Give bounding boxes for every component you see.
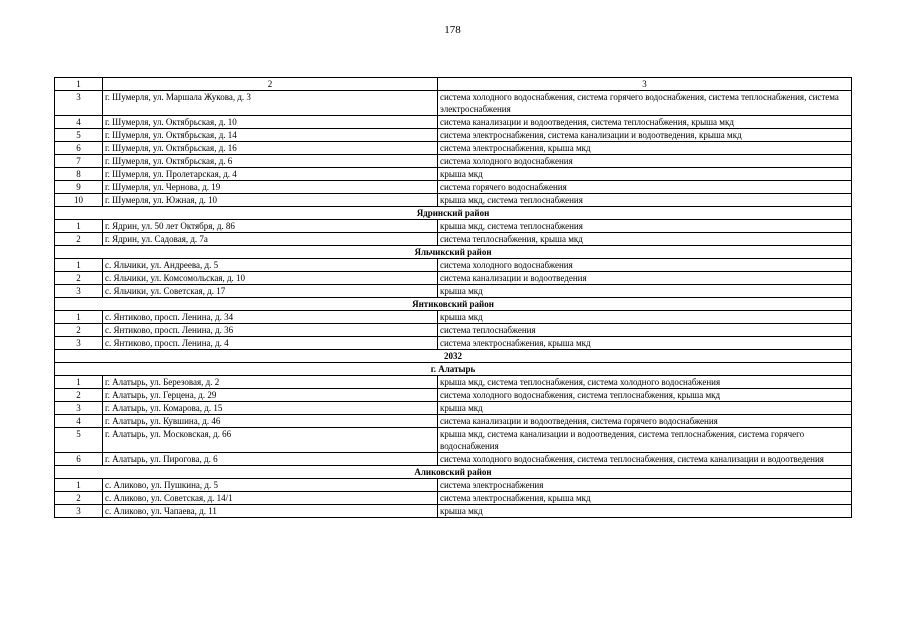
repair-systems: крыша мкд, система теплоснабжения [438, 220, 852, 233]
table-row [55, 233, 852, 246]
repair-systems: система холодного водоснабжения, система теплоснабжения, крыша мкд [438, 389, 852, 402]
section-title: Янтиковский район [55, 298, 852, 311]
row-number: 6 [55, 453, 103, 466]
repair-systems: система холодного водоснабжения, система теплоснабжения, система канализации и водоотведения [438, 453, 852, 466]
section-title: 2032 [55, 350, 852, 363]
building-address: г. Шумерля, ул. Октябрьская, д. 10 [103, 116, 438, 129]
table-row [55, 324, 852, 337]
section-heading-row [55, 466, 852, 479]
building-address: г. Шумерля, ул. Пролетарская, д. 4 [103, 168, 438, 181]
repair-systems: система канализации и водоотведения, система теплоснабжения, крыша мкд [438, 116, 852, 129]
repair-systems: крыша мкд, система теплоснабжения, система холодного водоснабжения [438, 376, 852, 389]
repair-systems: система канализации и водоотведения [438, 272, 852, 285]
table-row [55, 142, 852, 155]
row-number: 1 [55, 376, 103, 389]
repair-systems: система теплоснабжения [438, 324, 852, 337]
building-address: г. Алатырь, ул. Березовая, д. 2 [103, 376, 438, 389]
building-address: с. Янтиково, просп. Ленина, д. 36 [103, 324, 438, 337]
building-address: с. Аликово, ул. Пушкина, д. 5 [103, 479, 438, 492]
table-row [55, 181, 852, 194]
building-address: г. Ядрин, ул. Садовая, д. 7а [103, 233, 438, 246]
row-number: 5 [55, 428, 103, 453]
table-row [55, 116, 852, 129]
building-address: с. Яльчики, ул. Андреева, д. 5 [103, 259, 438, 272]
repair-systems: система электроснабжения, крыша мкд [438, 142, 852, 155]
table-row [55, 220, 852, 233]
building-address: с. Яльчики, ул. Комсомольская, д. 10 [103, 272, 438, 285]
row-number: 2 [55, 272, 103, 285]
header-col-3: 3 [438, 78, 852, 91]
table-row [55, 91, 852, 116]
repair-systems: крыша мкд [438, 285, 852, 298]
table-row [55, 479, 852, 492]
table-row [55, 376, 852, 389]
row-number: 4 [55, 415, 103, 428]
row-number: 3 [55, 505, 103, 518]
building-address: г. Алатырь, ул. Московская, д. 66 [103, 428, 438, 453]
section-heading-row [55, 207, 852, 220]
row-number: 1 [55, 220, 103, 233]
building-address: с. Яльчики, ул. Советская, д. 17 [103, 285, 438, 298]
building-address: г. Шумерля, ул. Октябрьская, д. 14 [103, 129, 438, 142]
section-title: Ядринский район [55, 207, 852, 220]
section-title: г. Алатырь [55, 363, 852, 376]
table-row [55, 453, 852, 466]
row-number: 2 [55, 389, 103, 402]
building-address: г. Шумерля, ул. Маршала Жукова, д. 3 [103, 91, 438, 116]
repair-systems: система электроснабжения [438, 479, 852, 492]
table-header-row [55, 78, 852, 91]
section-heading-row [55, 298, 852, 311]
row-number: 1 [55, 259, 103, 272]
row-number: 2 [55, 324, 103, 337]
section-heading-row [55, 350, 852, 363]
repair-systems: крыша мкд [438, 505, 852, 518]
table-row [55, 505, 852, 518]
table-row [55, 194, 852, 207]
header-col-1: 1 [55, 78, 103, 91]
row-number: 5 [55, 129, 103, 142]
repair-systems: система электроснабжения, система канализации и водоотведения, крыша мкд [438, 129, 852, 142]
section-heading-row [55, 246, 852, 259]
building-address: с. Янтиково, просп. Ленина, д. 4 [103, 337, 438, 350]
table-row [55, 389, 852, 402]
repair-systems: крыша мкд [438, 311, 852, 324]
table-row [55, 311, 852, 324]
building-address: г. Ядрин, ул. 50 лет Октября, д. 86 [103, 220, 438, 233]
repair-systems: система электроснабжения, крыша мкд [438, 492, 852, 505]
row-number: 3 [55, 402, 103, 415]
repair-systems: система холодного водоснабжения, система горячего водоснабжения, система теплоснабжения, система электроснабжения [438, 91, 852, 116]
table-row [55, 259, 852, 272]
row-number: 9 [55, 181, 103, 194]
building-address: г. Шумерля, ул. Южная, д. 10 [103, 194, 438, 207]
repair-systems: крыша мкд [438, 402, 852, 415]
repair-systems: система горячего водоснабжения [438, 181, 852, 194]
building-address: г. Шумерля, ул. Октябрьская, д. 16 [103, 142, 438, 155]
repair-systems: крыша мкд [438, 168, 852, 181]
repair-systems: система электроснабжения, крыша мкд [438, 337, 852, 350]
table-row [55, 415, 852, 428]
row-number: 1 [55, 479, 103, 492]
repair-schedule-table [54, 77, 852, 518]
building-address: г. Алатырь, ул. Кувшина, д. 46 [103, 415, 438, 428]
repair-systems: система холодного водоснабжения [438, 155, 852, 168]
row-number: 7 [55, 155, 103, 168]
row-number: 8 [55, 168, 103, 181]
row-number: 3 [55, 337, 103, 350]
row-number: 3 [55, 285, 103, 298]
row-number: 10 [55, 194, 103, 207]
building-address: г. Алатырь, ул. Комарова, д. 15 [103, 402, 438, 415]
table-row [55, 337, 852, 350]
table-row [55, 492, 852, 505]
page-number: 178 [444, 24, 461, 36]
repair-systems: система канализации и водоотведения, система горячего водоснабжения [438, 415, 852, 428]
table-row [55, 402, 852, 415]
table-row [55, 129, 852, 142]
row-number: 2 [55, 233, 103, 246]
row-number: 3 [55, 91, 103, 116]
repair-systems: крыша мкд, система теплоснабжения [438, 194, 852, 207]
row-number: 2 [55, 492, 103, 505]
repair-systems: система холодного водоснабжения [438, 259, 852, 272]
table-row [55, 168, 852, 181]
row-number: 6 [55, 142, 103, 155]
building-address: с. Аликово, ул. Советская, д. 14/1 [103, 492, 438, 505]
repair-systems: система теплоснабжения, крыша мкд [438, 233, 852, 246]
repair-systems: крыша мкд, система канализации и водоотведения, система теплоснабжения, система горячего водоснабжения [438, 428, 852, 453]
section-heading-row [55, 363, 852, 376]
row-number: 4 [55, 116, 103, 129]
table-row [55, 155, 852, 168]
building-address: г. Алатырь, ул. Герцена, д. 29 [103, 389, 438, 402]
table-row [55, 428, 852, 453]
row-number: 1 [55, 311, 103, 324]
section-title: Яльчикский район [55, 246, 852, 259]
building-address: с. Аликово, ул. Чапаева, д. 11 [103, 505, 438, 518]
building-address: с. Янтиково, просп. Ленина, д. 34 [103, 311, 438, 324]
building-address: г. Алатырь, ул. Пирогова, д. 6 [103, 453, 438, 466]
table-row [55, 272, 852, 285]
table-row [55, 285, 852, 298]
building-address: г. Шумерля, ул. Чернова, д. 19 [103, 181, 438, 194]
building-address: г. Шумерля, ул. Октябрьская, д. 6 [103, 155, 438, 168]
section-title: Аликовский район [55, 466, 852, 479]
header-col-2: 2 [103, 78, 438, 91]
